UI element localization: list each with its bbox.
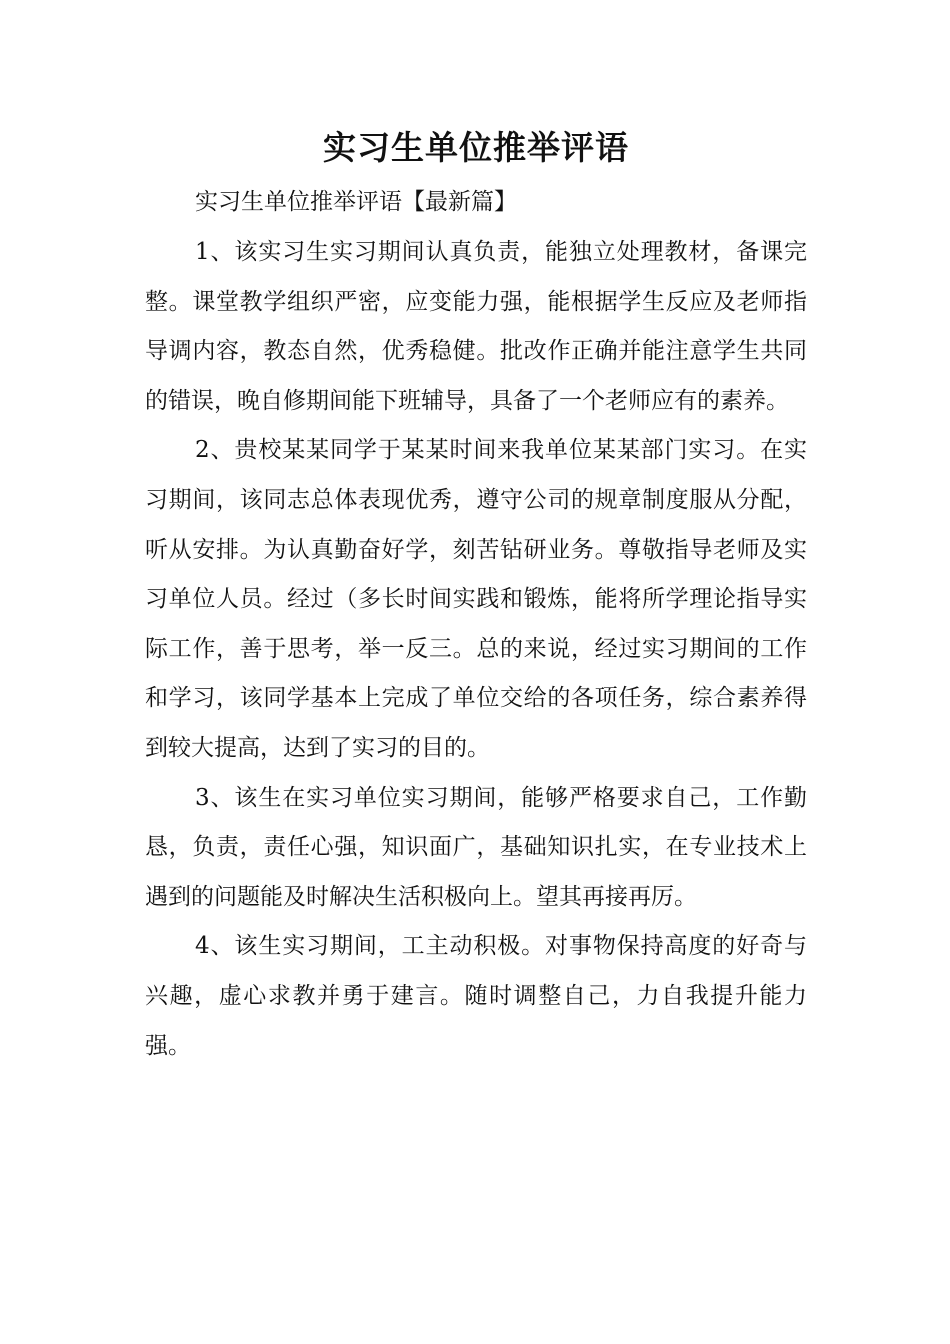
document-page bbox=[145, 118, 807, 1071]
document-title: 实习生单位推举评语 bbox=[323, 128, 629, 167]
document-subtitle: 实习生单位推举评语【最新篇】 bbox=[195, 189, 517, 215]
paragraph-4: 4、该生实习期间，工主动积极。对事物保持高度的好奇与兴趣，虚心求教并勇于建言。随时调整自己，力自我提升能力强。 bbox=[145, 933, 807, 1059]
paragraph-2: 2、贵校某某同学于某某时间来我单位某某部门实习。在实习期间，该同志总体表现优秀，遵守公司的规章制度服从分配，听从安排。为认真勤奋好学，刻苦钻研业务。尊敬指导老师及实习单位人员。经过（多长时间实践和锻炼，能将所学理论指导实际工作，善于思考，举一反三。总的来说，经过实习期间的工作和学习，该同学基本上完成了单位交给的各项任务，综合素养得到较大提高，达到了实习的目的。 bbox=[145, 437, 807, 761]
paragraph-3: 3、该生在实习单位实习期间，能够严格要求自己，工作勤恳，负责，责任心强，知识面广，基础知识扎实，在专业技术上遇到的问题能及时解决生活积极向上。望其再接再厉。 bbox=[145, 784, 807, 910]
paragraph-1: 1、该实习生实习期间认真负责，能独立处理教材，备课完整。课堂教学组织严密，应变能力强，能根据学生反应及老师指导调内容，教态自然，优秀稳健。批改作正确并能注意学生共同的错误，晚自修期间能下班辅导，具备了一个老师应有的素养。 bbox=[145, 239, 807, 414]
